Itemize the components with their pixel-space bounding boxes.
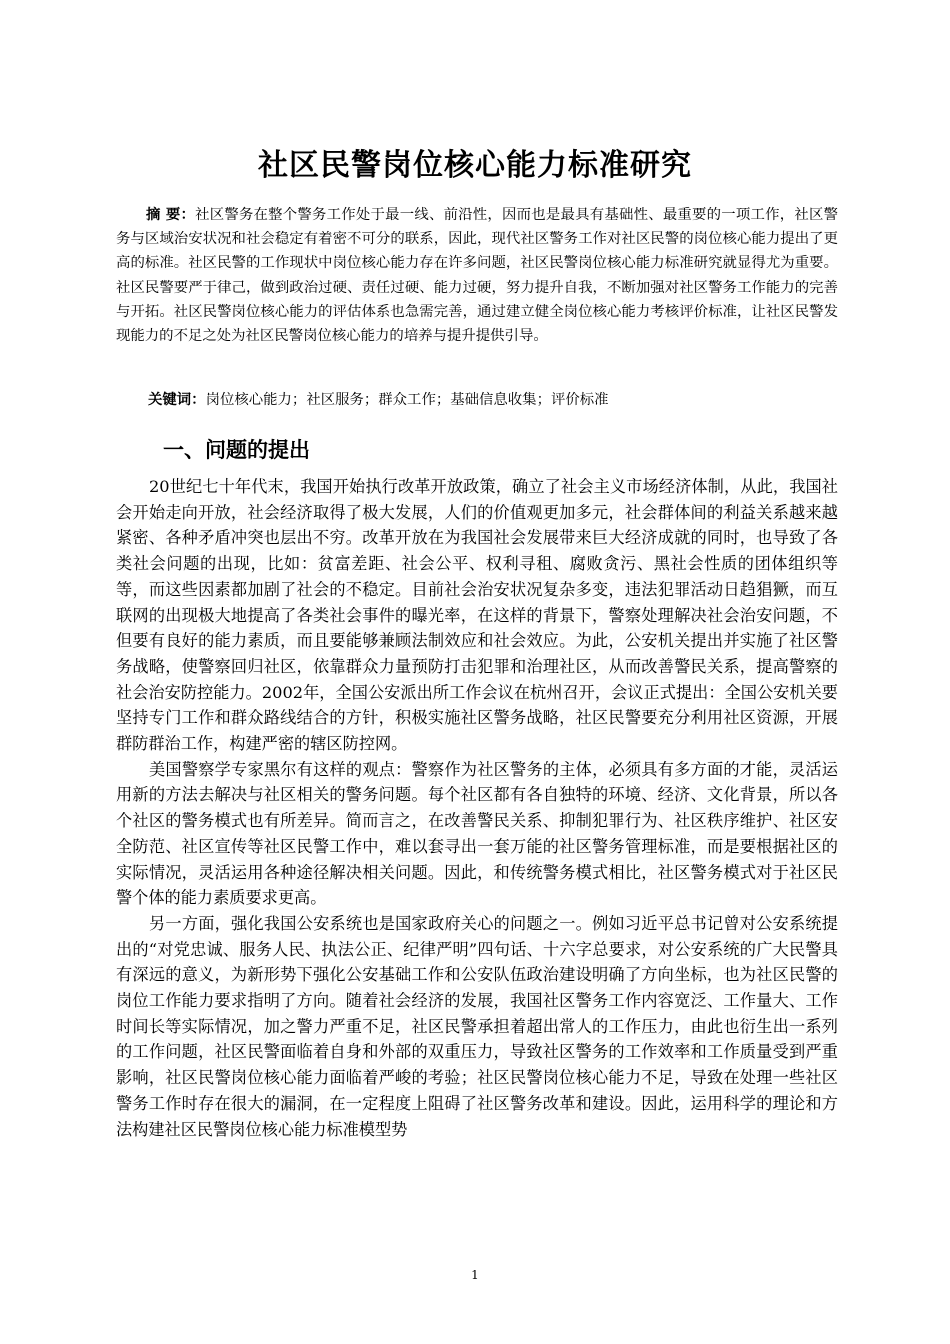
document-body [116, 474, 838, 1142]
section-heading: 一、问题的提出 [163, 438, 310, 462]
keywords-label: 关键词： [148, 392, 206, 408]
document-title: 社区民警岗位核心能力标准研究 [258, 148, 692, 183]
body-paragraph: 另一方面，强化我国公安系统也是国家政府关心的问题之一。例如习近平总书记曾对公安系统提出的“对党忠诚、服务人民、执法公正、纪律严明”四句话、十六字总要求，对公安系统的广大民警具有深远的意义，为新形势下强化公安基础工作和公安队伍政治建设明确了方向坐标，也为社区民警的岗位工作能力要求指明了方向。随着社会经济的发展，我国社区警务工作内容宽泛、工作量大、工作时间长等实际情况，加之警力严重不足，社区民警承担着超出常人的工作压力，由此也衍生出一系列的工作问题，社区民警面临着自身和外部的双重压力，导致社区警务的工作效率和工作质量受到严重影响，社区民警岗位核心能力面临着严峻的考验；社区民警岗位核心能力不足，导致在处理一些社区警务工作时存在很大的漏洞，在一定程度上阻碍了社区警务改革和建设。因此，运用科学的理论和方法构建社区民警岗位核心能力标准模型势 [116, 913, 838, 1139]
keywords-text: 岗位核心能力；社区服务；群众工作；基础信息收集；评价标准 [205, 392, 609, 408]
keywords [148, 388, 838, 412]
abstract-text: 社区警务在整个警务工作处于最一线、前沿性，因而也是最具有基础性、最重要的一项工作，社区警务与区域治安状况和社会稳定有着密不可分的联系，因此，现代社区警务工作对社区民警的岗位核心能力提出了更高的标准。社区民警的工作现状中岗位核心能力存在许多问题，社区民警岗位核心能力标准研究就显得尤为重要。社区民警要严于律己，做到政治过硬、责任过硬、能力过硬，努力提升自我，不断加强对社区警务工作能力的完善与开拓。社区民警岗位核心能力的评估体系也急需完善，通过建立健全岗位核心能力考核评价标准，让社区民警发现能力的不足之处为社区民警岗位核心能力的培养与提升提供引导。 [116, 207, 838, 345]
body-paragraph: 20世纪七十年代末，我国开始执行改革开放政策，确立了社会主义市场经济体制，从此，我国社会开始走向开放，社会经济取得了极大发展，人们的价值观更加多元，社会群体间的利益关系越来越紧密、各种矛盾冲突也层出不穷。改革开放在为我国社会发展带来巨大经济成就的同时，也导致了各类社会问题的出现，比如：贫富差距、社会公平、权利寻租、腐败贪污、黑社会性质的团体组织等等，而这些因素都加剧了社会的不稳定。目前社会治安状况复杂多变，违法犯罪活动日趋猖獗，而互联网的出现极大地提高了各类社会事件的曝光率，在这样的背景下，警察处理解决社会治安问题，不但要有良好的能力素质，而且要能够兼顾法制效应和社会效应。为此，公安机关提出并实施了社区警务战略，使警察回归社区，依靠群众力量预防打击犯罪和治理社区，从而改善警民关系，提高警察的社会治安防控能力。2002年，全国公安派出所工作会议在杭州召开，会议正式提出：全国公安机关要坚持专门工作和群众路线结合的方针，积极实施社区警务战略，社区民警要充分利用社区资源，开展群防群治工作，构建严密的辖区防控网。 [116, 477, 838, 754]
page-number: 1 [471, 1268, 479, 1282]
abstract [116, 203, 838, 348]
body-paragraph: 美国警察学专家黑尔有这样的观点：警察作为社区警务的主体，必须具有多方面的才能，灵活运用新的方法去解决与社区相关的警务问题。每个社区都有各自独特的环境、经济、文化背景，所以各个社区的警务模式也有所差异。简而言之，在改善警民关系、抑制犯罪行为、社区秩序维护、社区安全防范、社区宣传等社区民警工作中，难以套寻出一套万能的社区警务管理标准，而是要根据社区的实际情况，灵活运用各种途径解决相关问题。因此，和传统警务模式相比，社区警务模式对于社区民警个体的能力素质要求更高。 [116, 759, 838, 908]
abstract-label: 摘 要： [146, 207, 196, 223]
